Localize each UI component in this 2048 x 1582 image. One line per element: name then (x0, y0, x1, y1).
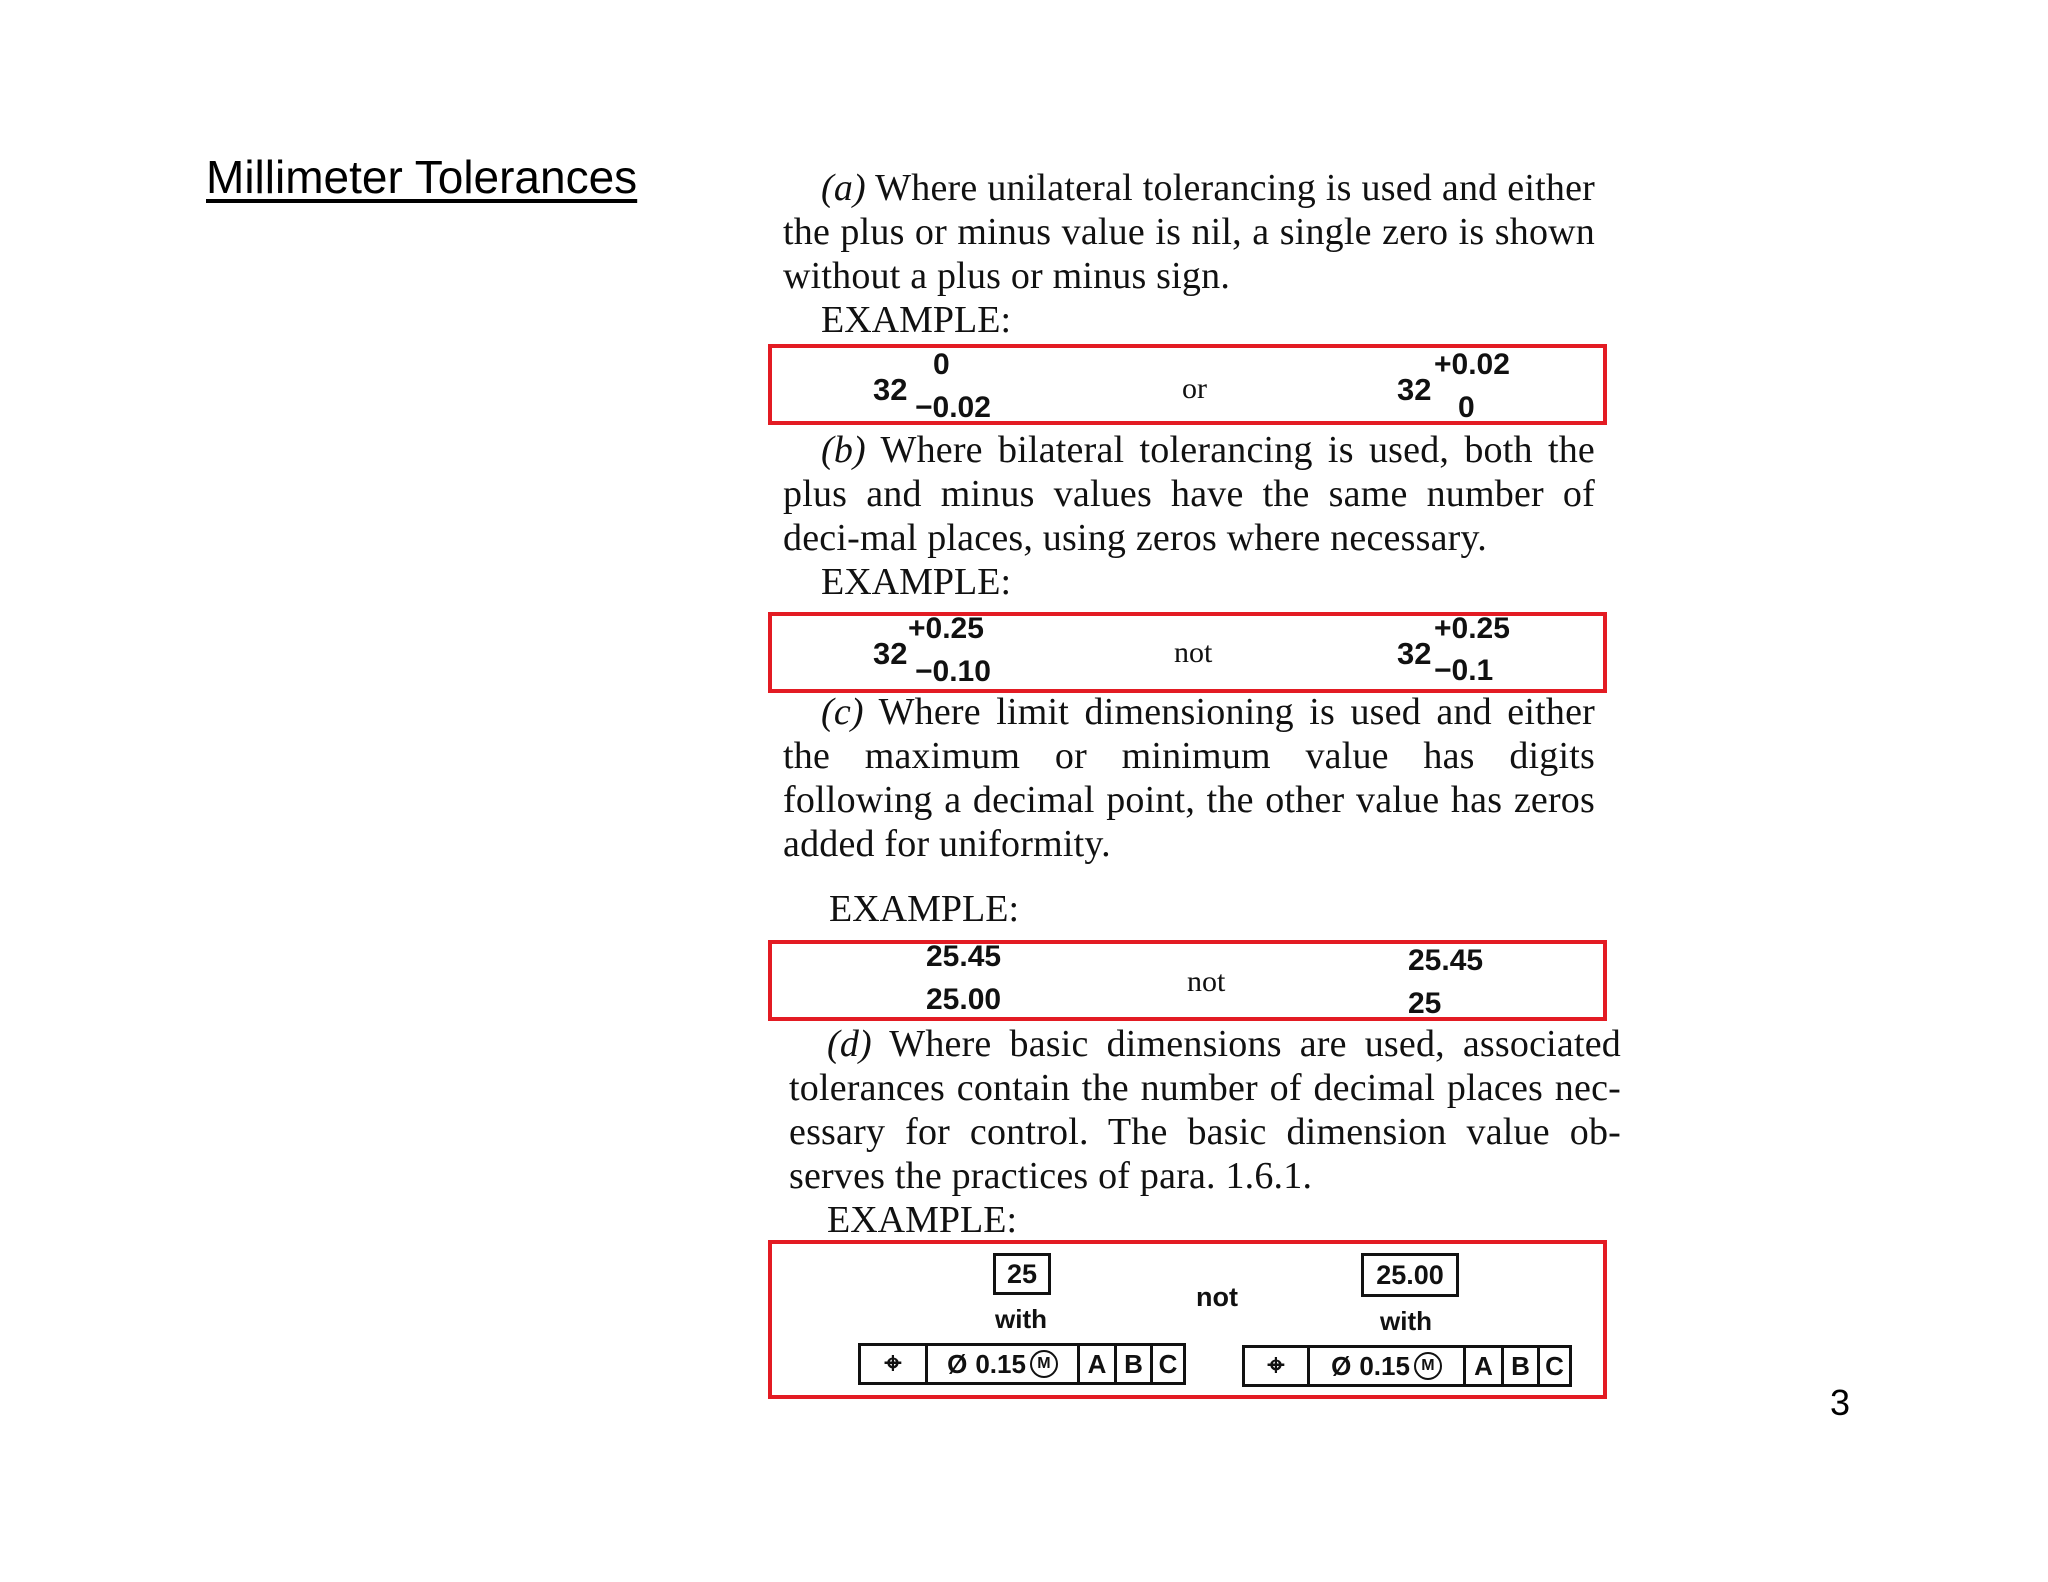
paragraph-c-label: (c) (821, 691, 864, 733)
example-b-label: EXAMPLE: (821, 561, 1011, 603)
d-connector: not (1196, 1282, 1238, 1312)
b-connector: not (1174, 636, 1213, 669)
example-c-label: EXAMPLE: (829, 888, 1019, 930)
paragraph-d-label: (d) (827, 1023, 872, 1065)
paragraph-a (783, 166, 1595, 298)
b-right-base: 32 (1397, 636, 1432, 671)
c-right-lower: 25 (1408, 987, 1442, 1020)
page-number: 3 (1830, 1382, 1851, 1423)
tolerance-cell (1307, 1348, 1463, 1384)
example-a-label: EXAMPLE: (821, 299, 1011, 341)
example-c-box (768, 940, 1607, 1021)
datum-b: B (1501, 1348, 1537, 1384)
datum-b: B (1114, 1346, 1150, 1382)
position-icon: ⌖ (1267, 1349, 1285, 1382)
c-left-upper: 25.45 (926, 940, 1002, 973)
paragraph-d-text: Where basic dimensions are used, associated tolerances contain the number of decimal places nec-essary for control. The basic dimension value ob-serves the practices of para. 1.6.1. (789, 1023, 1622, 1197)
tolerance-cell (925, 1346, 1077, 1382)
mmc-modifier-icon: M (1030, 1350, 1058, 1378)
paragraph-b-label: (b) (821, 429, 866, 471)
tolerance-value: 0.15 (975, 1348, 1026, 1379)
b-left-upper: +0.25 (908, 612, 984, 645)
example-a-box (768, 344, 1607, 425)
diameter-icon: Ø (947, 1348, 968, 1379)
d-right-with: with (1380, 1306, 1432, 1336)
datum-c: C (1537, 1348, 1569, 1384)
a-connector: or (1182, 372, 1207, 405)
paragraph-c (783, 690, 1595, 866)
a-left-lower: −0.02 (915, 391, 991, 424)
a-left-base: 32 (873, 372, 908, 407)
datum-a: A (1463, 1348, 1501, 1384)
c-left-lower: 25.00 (926, 983, 1002, 1016)
datum-a: A (1077, 1346, 1114, 1382)
a-right-upper: +0.02 (1434, 348, 1510, 381)
b-right-upper: +0.25 (1434, 612, 1510, 645)
feature-control-frame-right (1242, 1345, 1572, 1387)
feature-control-frame-left (858, 1343, 1186, 1385)
b-left-base: 32 (873, 636, 908, 671)
page-title: Millimeter Tolerances (206, 151, 638, 203)
diameter-icon: Ø (1331, 1350, 1352, 1381)
example-b-box (768, 612, 1607, 693)
basic-dimension-right: 25.00 (1361, 1253, 1459, 1297)
paragraph-b (783, 428, 1595, 560)
paragraph-a-label: (a) (821, 167, 866, 209)
paragraph-c-text: Where limit dimensioning is used and either the maximum or minimum value has digits following a decimal point, the other value has zeros added for uniformity. (783, 691, 1595, 865)
b-left-lower: −0.10 (915, 655, 991, 688)
paragraph-a-text: Where unilateral tolerancing is used and either the plus or minus value is nil, a single zero is shown without a plus or minus sign. (783, 167, 1595, 297)
c-connector: not (1187, 965, 1226, 998)
paragraph-d (789, 1022, 1621, 1198)
a-right-lower: 0 (1458, 391, 1475, 424)
datum-c: C (1150, 1346, 1183, 1382)
mmc-modifier-icon: M (1414, 1352, 1442, 1380)
basic-dimension-left: 25 (993, 1253, 1051, 1295)
d-left-with: with (995, 1304, 1047, 1334)
example-d-box (768, 1240, 1607, 1399)
a-right-base: 32 (1397, 372, 1432, 407)
b-right-lower: −0.1 (1434, 654, 1494, 687)
example-d-label: EXAMPLE: (827, 1199, 1017, 1241)
a-left-upper: 0 (933, 348, 950, 381)
tolerance-value: 0.15 (1359, 1350, 1410, 1381)
paragraph-b-text: Where bilateral tolerancing is used, both the plus and minus values have the same number of deci-mal places, using zeros where necessary. (783, 429, 1595, 559)
position-icon: ⌖ (884, 1347, 902, 1380)
c-right-upper: 25.45 (1408, 944, 1484, 977)
